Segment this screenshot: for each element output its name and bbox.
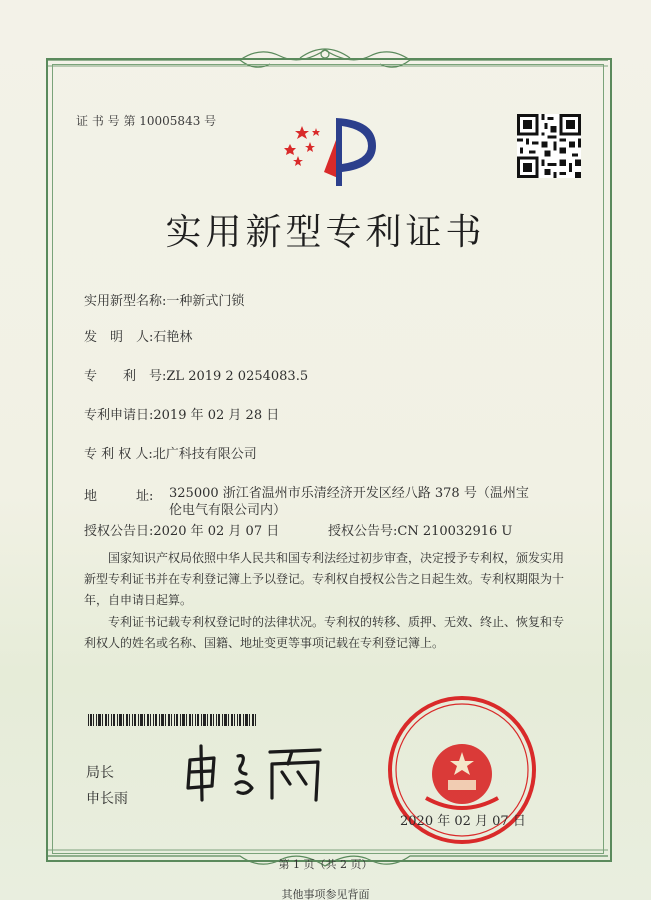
- utility-name-row: [84, 290, 244, 309]
- barcode-icon: [88, 714, 258, 726]
- page-number: 第 1 页（共 2 页）: [278, 858, 373, 871]
- address-value: 325000 浙江省温州市乐清经济开发区经八路 378 号（温州宝伦电气有限公司内）: [169, 486, 529, 518]
- utility-name-value: 一种新式门锁: [166, 294, 245, 309]
- seal-date: 2020 年 02 月 07 日: [400, 814, 526, 829]
- address-label: 地 址:: [84, 489, 154, 504]
- certificate-number: 证 书 号 第 10005843 号: [76, 114, 217, 128]
- patent-number-row: [84, 365, 308, 384]
- patentee-label: 专 利 权 人:: [84, 447, 153, 462]
- director-name: 申长雨: [86, 791, 128, 807]
- inventor-label: 发 明 人:: [84, 330, 154, 345]
- signature-image: [180, 742, 330, 804]
- certificate-title: 实用新型专利证书: [165, 212, 486, 253]
- footer-note: 其他事项参见背面: [281, 888, 370, 900]
- apply-date-row: [84, 404, 279, 423]
- body-paragraph-2: 专利证书记载专利权登记时的法律状况。专利权的转移、质押、无效、终止、恢复和专利权人的姓名或名称、国籍、地址变更等事项记载在专利登记簿上。: [84, 615, 565, 650]
- qr-code-icon: [517, 114, 581, 178]
- grant-date-value: 2020 年 02 月 07 日: [153, 524, 280, 539]
- address-row: [84, 485, 153, 504]
- apply-date-label: 专利申请日:: [84, 408, 154, 423]
- grant-number-value: CN 210032916 U: [397, 524, 513, 539]
- inventor-row: [84, 326, 192, 345]
- patent-number-value: ZL 2019 2 0254083.5: [166, 369, 309, 384]
- body-paragraph-1: 国家知识产权局依照中华人民共和国专利法经过初步审查，决定授予专利权，颁发实用新型专利证书并在专利登记簿上予以登记。专利权自授权公告之日起生效。专利权期限为十年，自申请日起算。: [84, 551, 565, 607]
- utility-name-label: 实用新型名称:: [84, 294, 167, 309]
- patent-number-label: 专 利 号:: [84, 369, 167, 384]
- apply-date-value: 2019 年 02 月 28 日: [153, 408, 280, 423]
- grant-date-row: [84, 520, 279, 539]
- grant-date-label: 授权公告日:: [84, 524, 154, 539]
- inventor-value: 石艳林: [153, 330, 193, 345]
- grant-number-row: [328, 520, 512, 539]
- cnipa-logo-icon: [280, 106, 384, 190]
- grant-number-label: 授权公告号:: [328, 524, 398, 539]
- patentee-row: [84, 443, 257, 462]
- patentee-value: 北广科技有限公司: [152, 447, 257, 462]
- director-title: 局长: [86, 765, 114, 781]
